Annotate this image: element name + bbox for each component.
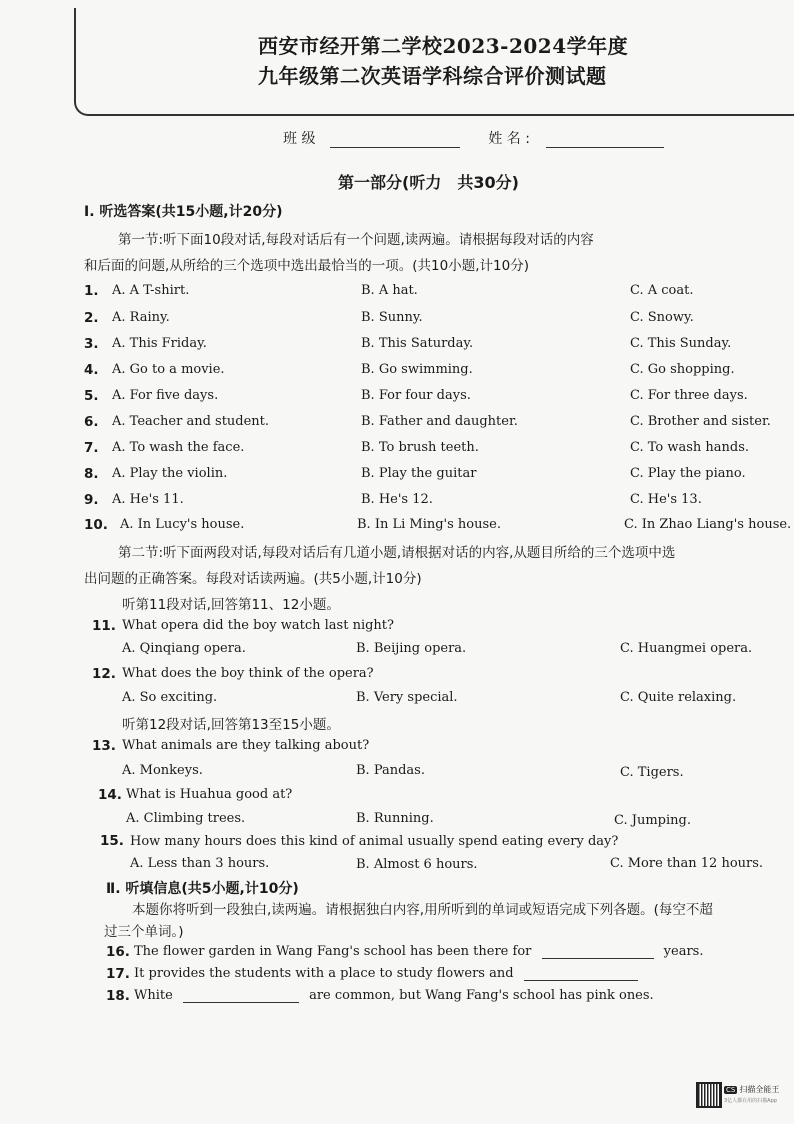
option-a[interactable]: A. Rainy. [112,310,170,325]
question-number: 18. [106,988,130,1004]
option-b[interactable]: B. Play the guitar [361,466,477,481]
sub2-instruction-line1: 第二节:听下面两段对话,每段对话后有几道小题,请根据对话的内容,从题目所给的三个选项中选 [118,545,676,561]
answer-blank[interactable] [183,1002,299,1003]
option-c[interactable]: C. In Zhao Liang's house. [624,517,792,532]
answer-blank[interactable] [542,958,654,959]
question-text: What does the boy think of the opera? [122,666,374,681]
option-b[interactable]: B. Very special. [356,690,458,705]
section1-title: Ⅰ. 听选答案(共15小题,计20分) [84,204,283,220]
option-b[interactable]: B. To brush teeth. [361,440,479,455]
option-a[interactable]: A. Less than 3 hours. [130,856,270,871]
question-number: 8. [84,466,99,482]
class-label: 班 级 [283,131,316,147]
question-text-end: years. [663,944,704,959]
option-c[interactable]: C. Brother and sister. [630,414,771,429]
question-number: 4. [84,362,99,378]
option-b[interactable]: B. Running. [356,811,434,826]
name-blank[interactable] [546,147,664,148]
qr-code-icon [696,1082,722,1108]
option-a[interactable]: A. In Lucy's house. [120,517,245,532]
question-number: 5. [84,388,99,404]
option-b[interactable]: B. In Li Ming's house. [357,517,501,532]
question-number: 16. [106,944,130,960]
option-a[interactable]: A. Play the violin. [112,466,228,481]
answer-blank[interactable] [524,980,638,981]
option-b[interactable]: B. Pandas. [356,763,425,778]
option-b[interactable]: B. He's 12. [361,492,433,507]
question-number: 7. [84,440,99,456]
option-c[interactable]: C. Go shopping. [630,362,735,377]
option-c[interactable]: C. Quite relaxing. [620,690,737,705]
sub1-instruction-line2: 和后面的问题,从所给的三个选项中选出最恰当的一项。(共10小题,计10分) [84,258,529,274]
dialog11-note: 听第11段对话,回答第11、12小题。 [122,597,340,613]
section2-title: Ⅱ. 听填信息(共5小题,计10分) [106,881,299,897]
option-a[interactable]: A. Go to a movie. [112,362,225,377]
question-text: The flower garden in Wang Fang's school has been there for [134,944,532,959]
fill-question-16 [134,944,703,959]
option-a[interactable]: A. For five days. [112,388,219,403]
name-label: 姓 名 : [488,131,530,147]
option-c[interactable]: C. For three days. [630,388,748,403]
question-number: 11. [92,618,116,634]
option-a[interactable]: A. To wash the face. [112,440,245,455]
option-a[interactable]: A. Climbing trees. [126,811,246,826]
question-number: 2. [84,310,99,326]
sub2-instruction-line2: 出问题的正确答案。每段对话读两遍。(共5小题,计10分) [84,571,422,587]
fill-question-18 [134,988,654,1003]
class-blank[interactable] [330,147,460,148]
question-number: 3. [84,336,99,352]
option-c[interactable]: C. Tigers. [620,765,684,780]
question-text: How many hours does this kind of animal usually spend eating every day? [130,834,619,849]
part1-title: 第一部分(听力 共30分) [338,173,519,192]
exam-title-line2: 九年级第二次英语学科综合评价测试题 [258,64,607,88]
sub1-instruction-line1: 第一节:听下面10段对话,每段对话后有一个问题,读两遍。请根据每段对话的内容 [118,232,594,248]
option-b[interactable]: B. For four days. [361,388,471,403]
question-text: What is Huahua good at? [126,787,293,802]
fill-question-17 [134,966,638,981]
option-b[interactable]: B. A hat. [361,283,418,298]
option-a[interactable]: A. So exciting. [122,690,218,705]
option-a[interactable]: A. He's 11. [112,492,184,507]
option-c[interactable]: C. More than 12 hours. [610,856,764,871]
question-number: 1. [84,283,99,299]
option-c[interactable]: C. Snowy. [630,310,694,325]
option-c[interactable]: C. To wash hands. [630,440,750,455]
question-number: 13. [92,738,116,754]
option-b[interactable]: B. This Saturday. [361,336,474,351]
scanner-badge: CS [726,1086,736,1094]
question-number: 12. [92,666,116,682]
exam-title-line1: 西安市经开第二学校2023-2024学年度 [258,34,629,58]
option-b[interactable]: B. Beijing opera. [356,641,467,656]
question-number: 6. [84,414,99,430]
option-c[interactable]: C. Jumping. [614,813,691,828]
question-text-end: are common, but Wang Fang's school has pink ones. [309,988,654,1003]
question-number: 10. [84,517,108,533]
question-number: 14. [98,787,122,803]
question-number: 9. [84,492,99,508]
option-c[interactable]: C. This Sunday. [630,336,732,351]
option-b[interactable]: B. Sunny. [361,310,423,325]
option-a[interactable]: A. A T-shirt. [112,283,190,298]
scanner-logo [724,1084,779,1095]
question-text: What opera did the boy watch last night? [122,618,395,633]
option-a[interactable]: A. This Friday. [112,336,207,351]
scanner-tagline: 3亿人都在用的扫描App [724,1098,777,1104]
question-text: What animals are they talking about? [122,738,370,753]
option-c[interactable]: C. Play the piano. [630,466,746,481]
option-a[interactable]: A. Qinqiang opera. [122,641,246,656]
option-a[interactable]: A. Monkeys. [122,763,203,778]
class-field [283,128,664,148]
option-b[interactable]: B. Go swimming. [361,362,473,377]
option-b[interactable]: B. Father and daughter. [361,414,518,429]
question-text: White [134,988,173,1003]
option-c[interactable]: C. He's 13. [630,492,702,507]
dialog12-note: 听第12段对话,回答第13至15小题。 [122,717,340,733]
option-c[interactable]: C. Huangmei opera. [620,641,753,656]
question-text: It provides the students with a place to study flowers and [134,966,514,981]
option-b[interactable]: B. Almost 6 hours. [356,857,478,872]
section2-instruction-line1: 本题你将听到一段独白,读两遍。请根据独白内容,用所听到的单词或短语完成下列各题。(每空不超 [132,902,713,918]
scanner-app-name: 扫描全能王 [739,1085,780,1094]
option-a[interactable]: A. Teacher and student. [112,414,270,429]
question-number: 17. [106,966,130,982]
section2-instruction-line2: 过三个单词。) [104,924,184,940]
question-number: 15. [100,833,124,849]
option-c[interactable]: C. A coat. [630,283,694,298]
